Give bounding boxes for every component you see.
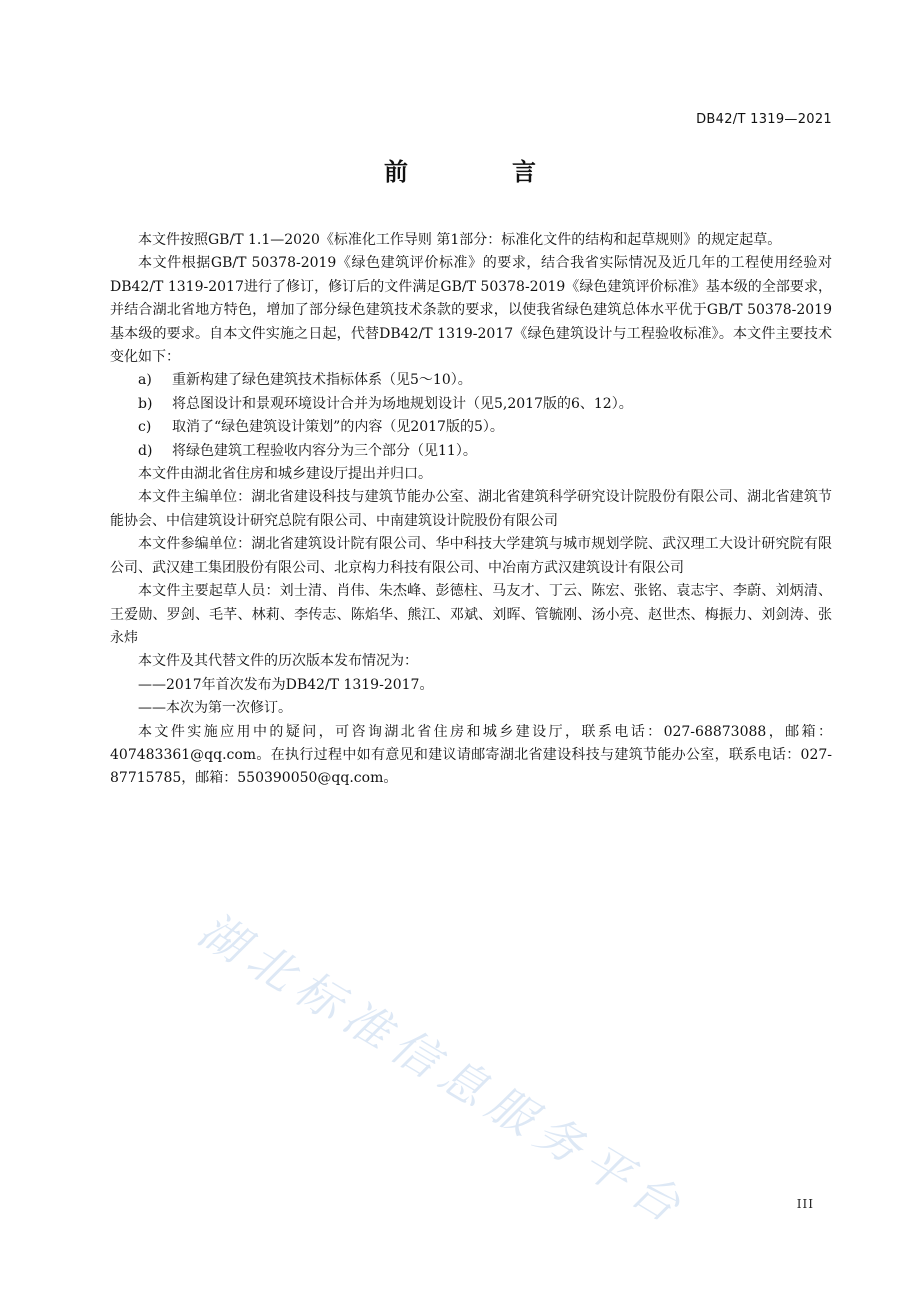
paragraph-version-history: 本文件及其代替文件的历次版本发布情况为： (138, 653, 418, 670)
paragraph-proposer: 本文件由湖北省住房和城乡建设厅提出并归口。 (138, 466, 432, 483)
foreword-body (110, 229, 832, 791)
item-label: a) (138, 372, 152, 389)
paragraph-drafters: 本文件主要起草人员：刘士清、肖伟、朱杰峰、彭德柱、马友才、丁云、陈宏、张铭、袁志宇、李蔚、刘炳清、王爱勋、罗剑、毛芊、林莉、李传志、陈焰华、熊江、邓斌、刘晖、管毓刚、汤小亮、赵世杰、梅振力、刘剑涛、张永炜 (110, 583, 832, 646)
page-title: 前 言 (384, 158, 576, 186)
document-code: DB42/T 1319—2021 (696, 112, 832, 127)
change-item-b (110, 393, 832, 416)
change-item-a (110, 369, 832, 392)
item-label: c) (138, 419, 152, 436)
change-item-c (110, 416, 832, 439)
paragraph-drafting-rules: 本文件按照GB/T 1.1—2020《标准化工作导则 第1部分：标准化文件的结构和起草规则》的规定起草。 (138, 232, 782, 248)
paragraph-participating-units: 本文件参编单位：湖北省建筑设计院有限公司、华中科技大学建筑与城市规划学院、武汉理工大设计研究院有限公司、武汉建工集团股份有限公司、北京构力科技有限公司、中冶南方武汉建筑设计有限公司 (110, 536, 832, 576)
item-text: 将绿色建筑工程验收内容分为三个部分（见11）。 (172, 442, 477, 459)
item-text: 重新构建了绿色建筑技术指标体系（见5～10）。 (172, 372, 472, 389)
item-label: b) (138, 395, 153, 412)
paragraph-first-release: ——2017年首次发布为DB42/T 1319-2017。 (138, 676, 434, 693)
item-label: d) (138, 442, 153, 459)
item-text: 取消了“绿色建筑设计策划”的内容（见2017版的5）。 (172, 419, 504, 436)
watermark: 湖北标准信息服务平台 (189, 902, 698, 1238)
item-text: 将总图设计和景观环境设计合并为场地规划设计（见5,2017版的6、12）。 (172, 395, 633, 412)
paragraph-chief-editors: 本文件主编单位：湖北省建设科技与建筑节能办公室、湖北省建筑科学研究设计院股份有限公司、湖北省建筑节能协会、中信建筑设计研究总院有限公司、中南建筑设计院股份有限公司 (110, 489, 832, 529)
page-number: III (796, 1197, 814, 1211)
change-item-d (110, 440, 832, 463)
paragraph-revision-basis: 本文件根据GB/T 50378-2019《绿色建筑评价标准》的要求，结合我省实际情况及近几年的工程使用经验对DB42/T 1319-2017进行了修订，修订后的文件满足GB/T 50378-2019《绿色建筑评价标准》基本级的全部要求，并结合湖北省地方特色，增加了部分绿色建筑技术条款的要求，以使我省绿色建筑总体水平优于GB/T 50378-2019基本级的要求。自本文件实施之日起，代替DB42/T 1319-2017《绿色建筑设计与工程验收标准》。本文件主要技术变化如下： (110, 255, 832, 366)
paragraph-contact-info: 本文件实施应用中的疑问，可咨询湖北省住房和城乡建设厅，联系电话：027-68873088，邮箱：407483361@qq.com。在执行过程中如有意见和建议请邮寄湖北省建设科技与建筑节能办公室，联系电话：027-87715785，邮箱：550390050@qq.com。 (110, 723, 832, 787)
paragraph-first-revision: ——本次为第一次修订。 (138, 700, 292, 717)
